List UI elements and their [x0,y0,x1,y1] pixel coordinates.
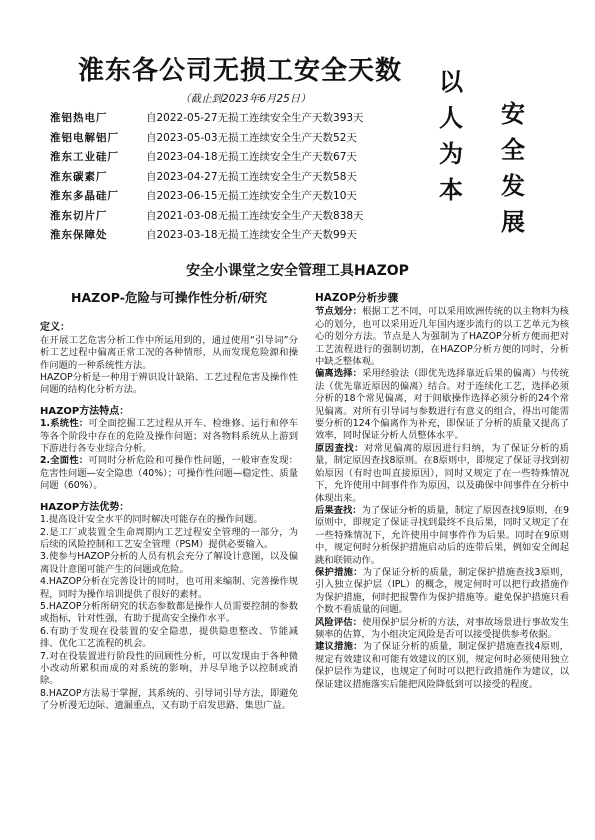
features-heading: HAZOP方法特点： [40,405,130,417]
slogan-char: 人 [439,104,463,132]
hazop-heading: HAZOP-危险与可操作性分析/研究 [70,290,268,305]
advantage-item: 7.对在役装置进行阶段性的回顾性分析，可以发现由于各种微小改动所累积而成的对系统的影响，并尽早地予以控制或消除。 [40,650,298,687]
slogan-char: 安 [501,100,525,128]
step-text: 对常见偏离的原因进行归纳，为了保证分析的质量，制定原因查找8原则。在8原则中，即规定了保证寻找到初始原因（有时也叫直接原因），同时又规定了在一些特殊情况下，允许使用中间事件作为原因，以及确保中间事件在分析中体现出来。 [315,442,569,504]
step-item [315,368,569,442]
safety-records-list [50,108,410,245]
step-label: 原因查找： [315,442,364,454]
step-label: 节点划分： [315,306,363,318]
slogan-people-first [436,64,466,208]
step-item [315,567,569,617]
company-name: 淮铝电解铝厂 [50,131,119,144]
slogan-safe-development [498,96,528,240]
record-text: 自2022-05-27无损工连续安全生产天数393天 [146,112,364,125]
company-name: 淮东切片厂 [50,209,108,222]
advantage-item: 2.是工厂或装置全生命周期内工艺过程安全管理的一部分，为后续的风险控制和工艺安全管理（PSM）提供必要输入。 [40,526,298,550]
advantage-item: 1.提高设计安全水平的同时解决可能存在的操作问题。 [40,514,263,526]
advantage-item: 4.HAZOP分析在完善设计的同时，也可用来编制、完善操作规程，同时为操作培训提供了很好的素材。 [40,576,298,600]
record-row [50,167,410,187]
record-text: 自2023-03-18无损工连续安全生产天数99天 [146,229,357,242]
feature-item [40,455,298,492]
company-name: 淮东碳素厂 [50,170,108,183]
step-label: 偏离选择： [315,368,363,380]
feature-text: 可同时分析危险和可操作性问题，一般审查发现：危害性问题—安全隐患（40%）；可操作性问题—稳定性、质量问题（60%）。 [40,455,298,492]
record-text: 自2023-05-03无损工连续安全生产天数52天 [146,131,357,144]
record-row [50,147,410,167]
record-text: 自2023-04-18无损工连续安全生产天数67天 [146,151,357,164]
slogan-char: 全 [501,136,525,164]
feature-label: 2.全面性： [40,455,89,467]
step-text: 采用经验法（即优先选择靠近后果的偏离）与传统法（优先靠近原因的偏离）结合。对于连续化工艺，选择必须分析的18个常见偏离，对于间歇操作选择必须分析的24个常见偏离。对所有引导词与参数进行有意义的组合，得出可能需要分析的124个偏离作为补充，即保证了分析的质量又提高了效率，同时保证分析人员整体水平。 [315,368,569,442]
company-name: 淮东多晶硅厂 [50,190,119,203]
company-name: 淮铝热电厂 [50,112,108,125]
step-label: 风险评估： [315,616,363,628]
step-text: 根据工艺不同，可以采用欧洲传统的以主物料为核心的划分，也可以采用近几年国内逐步流行的以工艺单元为核心的划分方法。节点是人为强制为了HAZOP分析方便而把对工艺流程进行的强制切割，在HAZOP分析方便的同时，分析中缺乏整体观。 [315,306,569,368]
record-text: 自2021-03-08无损工连续安全生产天数838天 [146,209,364,222]
as-of-date: （截止到2023年6月25日） [180,93,311,105]
record-row [50,108,410,128]
feature-item [40,418,298,455]
slogan-char: 展 [501,208,525,236]
company-name: 淮东工业硅厂 [50,151,119,164]
step-text: 为了保证分析的质量，制定保护措施查找4原则，规定有效建议和可能有效建议的区别，规定何时必须使用独立保护层作为建议，也规定了何时可以把行政措施作为建议，以保证建议措施落实后能把风险降低到可以接受的程度。 [315,641,569,690]
record-row [50,225,410,245]
advantage-item: 3.使参与HAZOP分析的人员有机会充分了解设计意图，以及偏离设计意图可能产生的问题或危险。 [40,551,298,575]
slogan-char: 本 [439,176,463,204]
definition-paragraph: HAZOP分析是一种用于辨识设计缺陷、工艺过程危害及操作性问题的结构化分析方法。 [40,372,298,396]
record-row [50,206,410,226]
step-item [315,641,569,691]
left-column [40,292,298,713]
record-row [50,186,410,206]
step-item [315,306,569,368]
slogan-char: 以 [439,68,463,96]
steps-heading: HAZOP分析步骤 [315,292,399,304]
slogan-char: 为 [439,140,463,168]
advantage-item: 6.有助于发现在役装置的安全隐患，提供隐患整改、节能减排、优化工艺流程的机会。 [40,625,298,650]
company-name: 淮东保障处 [50,229,108,242]
step-item [315,505,569,567]
step-text: 为了保证分析的质量，制定保护措施查找3原则，引入独立保护层（IPL）的概念，规定何时可以把行政措施作为保护措施，何时把报警作为保护措施等。避免保护措施只看个数不看质量的问题。 [315,566,569,616]
step-label: 保护措施： [315,566,363,578]
definition-heading: 定义： [40,322,70,334]
feature-label: 1.系统性： [40,418,89,430]
advantages-heading: HAZOP方法优势： [40,501,130,513]
advantage-item: 8.HAZOP方法易于掌握，其系统的、引导词引导方法，即避免了分析漫无边际、遗漏重点，又有助于启发思路、集思广益。 [40,687,298,712]
slogan-char: 发 [501,172,525,200]
record-row [50,128,410,148]
step-text: 使用保护层分析的方法，对事故场景进行事故发生频率的估算，为小组决定风险是否可以接受提供参考依据。 [315,616,569,640]
step-item [315,443,569,505]
step-item [315,617,569,642]
right-column [315,292,569,691]
step-text: 为了保证分析的质量，制定了原因查找9原则，在9原则中，即规定了保证寻找到最终不良后果，同时又规定了在一些特殊情况下，允许使用中间事件作为后果。同时在9原则中，规定何时分析保护措施启动后的连带后果，例如安全阀起跳和联锁动作。 [315,504,569,566]
advantage-item: 5.HAZOP分析所研究的状态参数都是操作人员需要控制的参数或指标，针对性强，有助于提高安全操作水平。 [40,600,298,625]
record-text: 自2023-04-27无损工连续安全生产天数58天 [146,170,357,183]
section-title: 安全小课堂之安全管理工具HAZOP [186,263,409,279]
definition-paragraph: 在开展工艺危害分析工作中所运用到的，通过使用“引导词”分析工艺过程中偏离正常工况的各种情形，从而发现危险源和操作问题的一种系统性方法。 [40,334,298,371]
feature-text: 可全面挖掘工艺过程从开车、检维修、运行和停车等各个阶段中存在的危险及操作问题；对各物料系统从上游到下游进行各专业综合分析。 [40,418,298,455]
record-text: 自2023-06-15无损工连续安全生产天数10天 [146,190,357,203]
step-label: 建议措施： [315,641,363,653]
step-label: 后果查找： [315,504,362,516]
page-title: 淮东各公司无损工安全天数 [78,56,403,86]
